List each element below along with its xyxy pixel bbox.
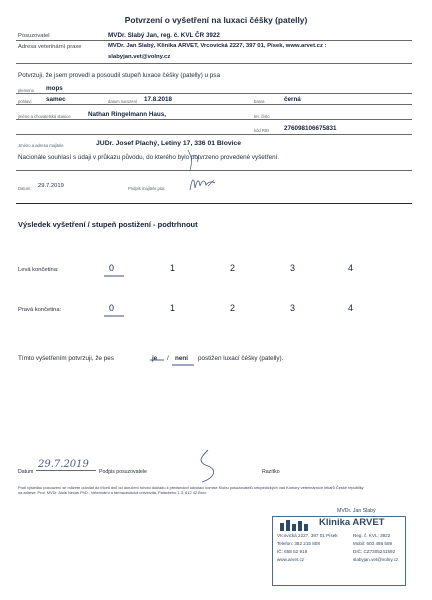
leva-grade-4[interactable]: 4 [348,263,354,273]
chovatelska-stanice-label: jméno a chovatelská stanice [18,114,71,119]
prava-selected-underline [103,314,125,318]
majitel-value: JUDr. Josef Plachý, Letiny 17, 336 01 Blovice [96,140,242,147]
owner-signature-icon [188,174,218,194]
stamp-ic: IČ: 658 52 918 [277,549,308,554]
je-strikeout-mark [149,356,165,364]
leva-grade-3[interactable]: 3 [290,263,296,273]
tet-cislo-label: tet. číslo [254,114,270,119]
divider [16,170,412,171]
divider [16,93,412,94]
final-slash: / [167,355,169,362]
vysledek-title: Výsledek vyšetření / stupeň postižení - podtrhnout [18,220,198,229]
footnote: Proti výsledku posouzení se můžete odvolat do třiceti dnů od doručení tohoto dokladu k předsedovi odvolací komise Klubu posuzovatelů ortopedických vad Komory veterinárních lékařů České republiky na adrese: Prof. MVDr. Alois Nečas PhD., Veterinární a farmaceutická univerzita, Palackého 1-3, 612 42 Brno [18,485,364,496]
stamp-dic: DIČ: CZ7305241592 [353,549,396,554]
prava-grade-1[interactable]: 1 [170,303,176,313]
prava-grade-3[interactable]: 3 [290,303,296,313]
adresa-praxe-line1: MVDr. Jan Slabý, Klinika ARVET, Vrcovická 2227, 397 01, Písek, www.arvet.cz : [108,43,327,49]
stamp-web: www.arvet.cz [277,557,305,562]
podpis-majitele-label: Podpis majitele psa: [128,186,166,191]
plemeno-label: plemeno [18,88,35,93]
stamp-reg: Reg. č. KVL: 3922 [353,533,391,538]
final-neni-option[interactable]: není [175,355,188,362]
vet-signature-icon [186,448,234,490]
neni-underline [171,363,195,367]
datum-bottom-label: Datum [18,469,34,475]
divider [16,104,412,105]
chovatelska-stanice-value: Nathan Ringelmann Haus, [88,111,167,118]
leva-selected-underline [103,274,125,278]
datum-top-label: Datum: [18,186,32,191]
document-title: Potvrzení o vyšetření na luxaci čéšky (patelly) [124,15,308,25]
final-statement-suffix: postižen luxací čéšky (patelly). [198,355,284,362]
divider [16,119,412,120]
datum-narozeni-value: 17.8.2018 [144,96,173,103]
datum-narozeni-label: datum narození [108,99,138,104]
prava-grade-4[interactable]: 4 [348,303,354,313]
podpis-posuzovatele-label: Podpis posuzovatele [99,469,147,475]
adresa-praxe-line2: slabyjan.vet@volny.cz [108,54,171,60]
stamp-address: Vrcovická 2227, 397 01 Písek [277,533,338,538]
stamp-email: slabyjan.vet@volny.cz [353,557,399,562]
date-underline [36,470,96,471]
leva-grade-1[interactable]: 1 [170,263,176,273]
stamp-telefon: Telefon: 382 215 808 [277,541,320,546]
barva-value: černá [284,96,301,103]
pohlavi-value: samec [46,96,66,103]
stamp-clinic: Klinika ARVET [319,517,385,528]
final-statement-prefix: Tímto vyšetřením potvrzuji, že pes [18,355,114,362]
posuzovatel-value: MVDr. Slabý Jan, reg. č. KVL ČR 3922 [108,32,220,39]
clinic-stamp [272,508,406,586]
potvrzuji-text: Potvrzuji, že jsem provedl a posoudil stupeň luxace čéšky (patelly) u psa [18,72,220,79]
prava-grade-0[interactable]: 0 [109,303,115,313]
kod-rid-value: 276098106675831 [284,125,337,132]
kod-rid-label: kód RID [254,128,270,133]
leva-koncetina-label: Levá končetina: [18,267,59,273]
stamp-mobil: Mobil: 603 486 589 [353,541,393,546]
datum-bottom-value: 29.7.2019 [38,459,89,470]
leva-grade-2[interactable]: 2 [230,263,236,273]
souhlas-text: Nacionále souhlasí s údaji v průkazu původu, do kterého bylo potvrzeno provedené vyšetření. [18,154,280,161]
section-divider [16,203,412,204]
majitel-label: Jméno a adresa majitele [18,143,64,148]
divider [16,63,412,64]
leva-grade-0[interactable]: 0 [109,263,115,273]
stamp-logo-icon [279,518,313,532]
posuzovatel-label: Posuzovatel [18,33,50,39]
divider [16,134,412,135]
divider [16,40,412,41]
barva-label: barva [254,99,265,104]
datum-top-value: 29.7.2019 [38,183,64,189]
plemeno-value: mops [46,85,63,92]
razitko-label: Razítko [262,469,280,475]
prava-grade-2[interactable]: 2 [230,303,236,313]
adresa-praxe-label: Adresa veterinární praxe [18,44,82,50]
final-je-option[interactable]: je [152,355,158,362]
stamp-top: MVDr. Jan Slabý [337,508,376,514]
pohlavi-label: pohlaví [18,99,32,104]
prava-koncetina-label: Pravá končetina: [18,307,62,313]
